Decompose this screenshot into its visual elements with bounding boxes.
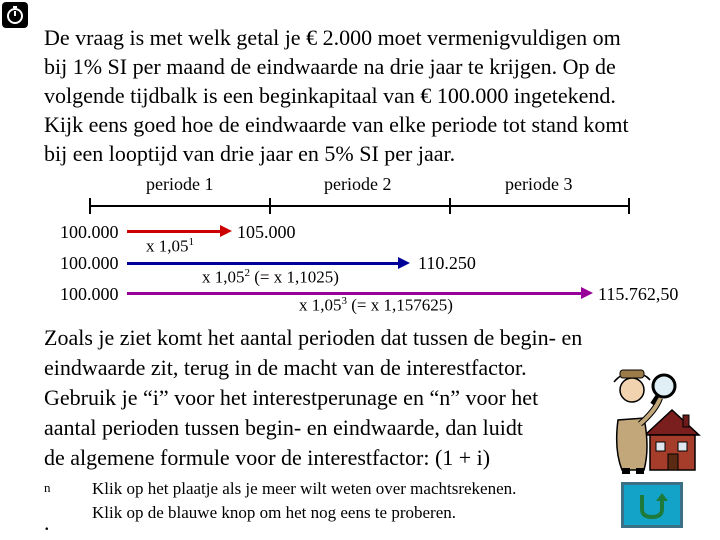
start-value: 100.000 (60, 222, 119, 242)
intro-line: bij een looptijd van drie jaar en 5% SI per jaar. (44, 141, 456, 166)
start-value: 100.000 (60, 284, 119, 304)
period-label-3: periode 3 (505, 174, 573, 194)
footer-instructions (92, 477, 516, 525)
intro-line: De vraag is met welk getal je € 2.000 moet vermenigvuldigen om (44, 25, 621, 50)
multiplier-row-2: x 1,05$^2$ (= x 1,1025) (202, 267, 339, 287)
formula-line: de algemene formule voor de interestfactor: (1 + i) $^n$ . (44, 445, 491, 536)
stopwatch-icon (2, 2, 28, 28)
period-label-2: periode 2 (324, 174, 392, 194)
explanation-line: Gebruik je “i” voor het interestperunage en “n” voor het (44, 385, 539, 410)
timeline-tick (269, 198, 271, 214)
intro-paragraph (44, 23, 704, 168)
timeline-tick (449, 198, 451, 214)
intro-line: Kijk eens goed hoe de eindwaarde van elke periode tot stand komt (44, 112, 629, 137)
timeline-tick (628, 198, 630, 214)
footer-line: Klik op het plaatje als je meer wilt weten over machtsrekenen. (92, 479, 517, 498)
u-turn-arrow-icon (635, 491, 669, 521)
intro-line: bij 1% SI per maand de eindwaarde na drie jaar te krijgen. Op de (44, 54, 616, 79)
retry-button[interactable] (621, 482, 683, 528)
detective-house-illustration[interactable] (600, 340, 710, 475)
arrow-row-1 (127, 230, 221, 233)
intro-line: volgende tijdbalk is een beginkapitaal van € 100.000 ingetekend. (44, 83, 616, 108)
start-value: 100.000 (60, 253, 119, 273)
explanation-line: eindwaarde zit, terug in de macht van de interestfactor. (44, 355, 527, 380)
result-row-2: 110.250 (418, 253, 476, 273)
arrowhead-row-3 (581, 287, 593, 299)
explanation-line: aantal perioden tussen begin- en eindwaarde, dan luidt (44, 415, 523, 440)
footer-line: Klik op de blauwe knop om het nog eens te proberen. (92, 503, 456, 522)
result-row-3: 115.762,50 (598, 284, 679, 304)
arrowhead-row-2 (398, 257, 410, 269)
result-row-1: 105.000 (237, 222, 296, 242)
multiplier-row-1: x 1,05$^1$ (146, 236, 194, 256)
arrowhead-row-1 (220, 225, 232, 237)
timeline-axis (89, 205, 630, 207)
arrow-row-2 (127, 262, 399, 265)
multiplier-row-3: x 1,05$^3$ (= x 1,157625) (299, 295, 453, 315)
explanation-line: Zoals je ziet komt het aantal perioden dat tussen de begin- en (44, 325, 583, 350)
period-label-1: periode 1 (146, 174, 214, 194)
timeline-tick (89, 198, 91, 214)
